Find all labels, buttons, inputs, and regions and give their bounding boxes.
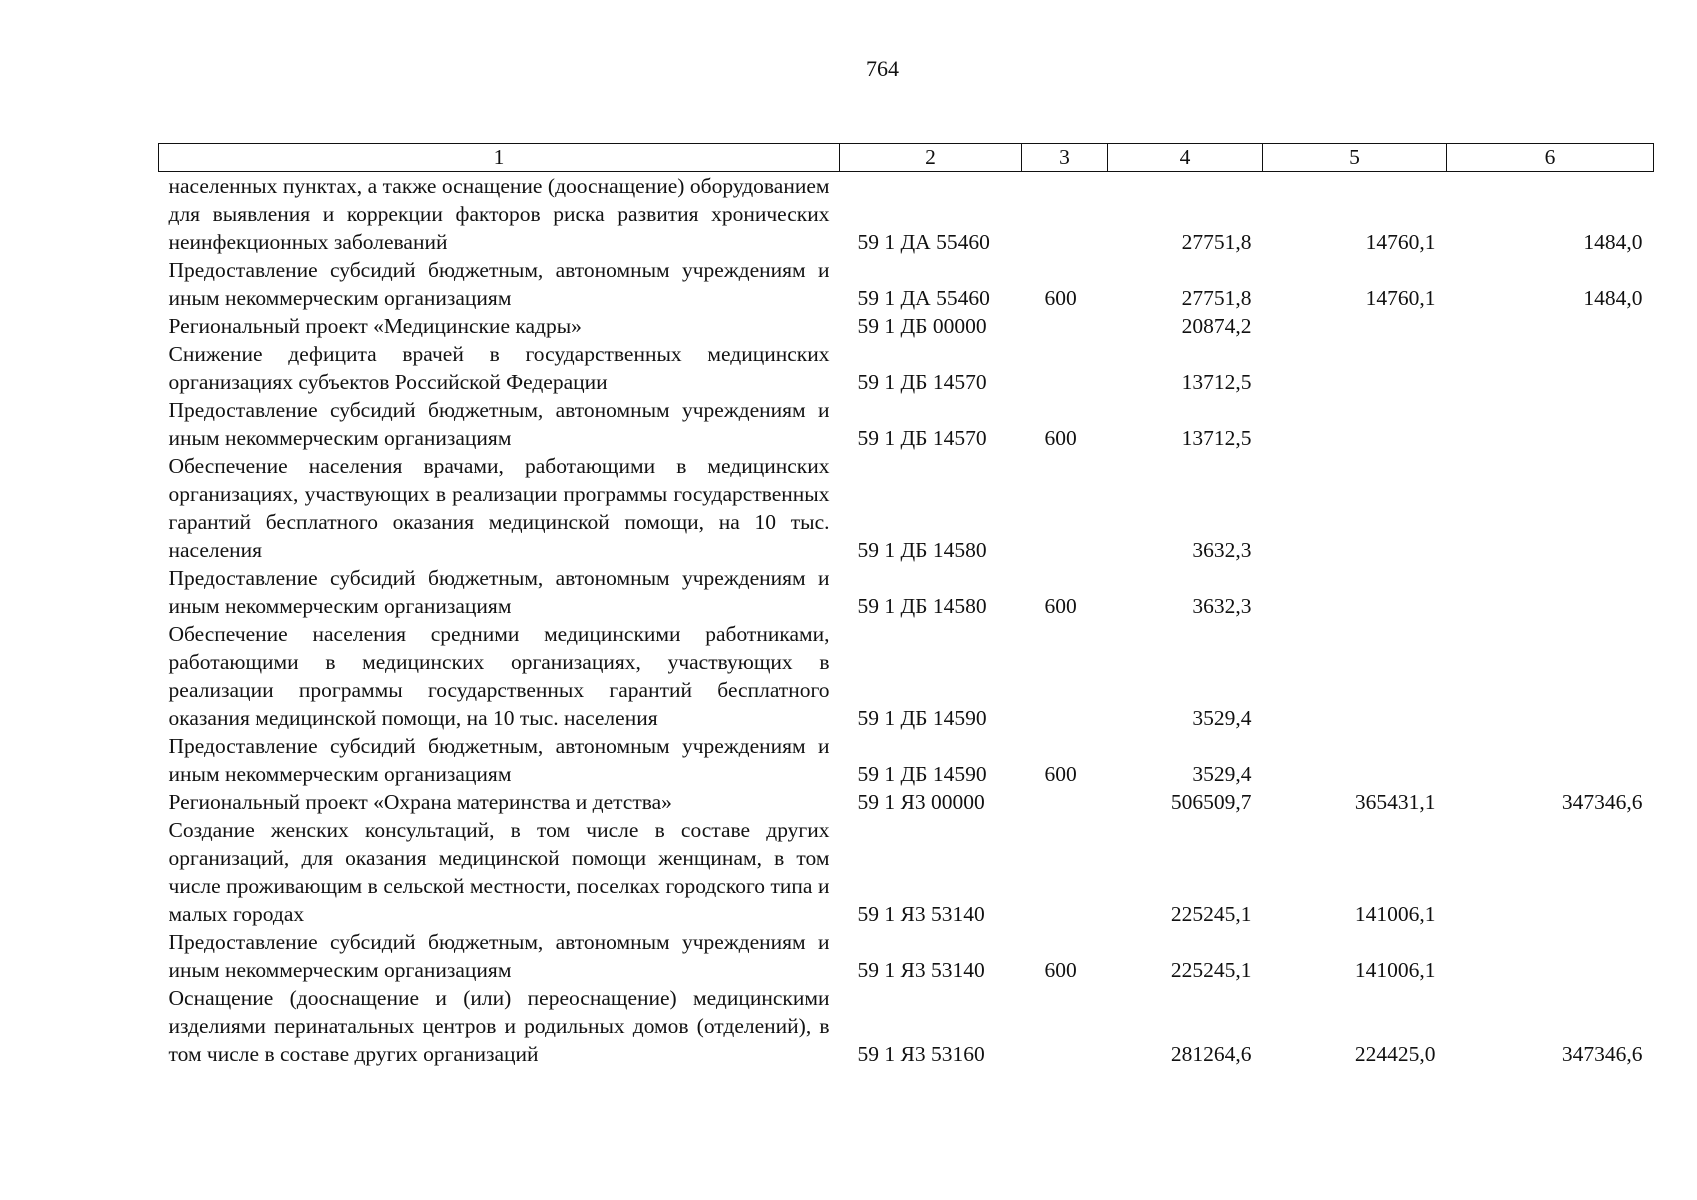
table-body <box>159 172 1654 1069</box>
row-amount-3 <box>1447 564 1654 620</box>
row-expense-type: 600 <box>1044 594 1077 618</box>
row-amount-3 <box>1447 452 1654 564</box>
column-header-amount-1: 4 <box>1108 144 1263 172</box>
row-name: Региональный проект «Охрана материнства и детства» <box>168 790 672 814</box>
row-code: 59 1 ДБ 14580 <box>857 594 987 618</box>
row-amount-1: 27751,8 <box>1181 286 1252 310</box>
row-code: 59 1 ДБ 14590 <box>857 762 987 786</box>
row-name: Обеспечение населения средними медицинскими работниками, работающими в медицинских организациях, участвующих в реализации программы государственных гарантий бесплатного оказания медицинской помощи, на 10 тыс. населения <box>168 622 830 730</box>
row-name: Предоставление субсидий бюджетным, автономным учреждениям и иным некоммерческим организациям <box>168 398 830 450</box>
row-expense-type <box>1022 816 1108 928</box>
page-number: 764 <box>866 56 899 81</box>
row-amount-1: 3632,3 <box>1192 594 1252 618</box>
table-row <box>159 816 1654 928</box>
row-amount-2: 14760,1 <box>1365 286 1436 310</box>
row-name: Региональный проект «Медицинские кадры» <box>168 314 582 338</box>
row-expense-type <box>1022 340 1108 396</box>
row-code: 59 1 Я3 53140 <box>857 958 985 982</box>
row-amount-2 <box>1263 620 1447 732</box>
row-amount-2 <box>1263 312 1447 340</box>
row-amount-2 <box>1263 732 1447 788</box>
budget-table <box>158 143 1654 1068</box>
row-code: 59 1 ДБ 14570 <box>857 426 987 450</box>
row-name: Предоставление субсидий бюджетным, автономным учреждениям и иным некоммерческим организациям <box>168 734 830 786</box>
column-header-expense-type: 3 <box>1022 144 1108 172</box>
row-amount-3 <box>1447 928 1654 984</box>
row-amount-3 <box>1447 620 1654 732</box>
row-amount-1: 281264,6 <box>1170 1042 1252 1066</box>
row-amount-2: 141006,1 <box>1354 902 1436 926</box>
row-expense-type: 600 <box>1044 286 1077 310</box>
table-row <box>159 172 1654 257</box>
row-amount-3 <box>1447 816 1654 928</box>
row-expense-type <box>1022 452 1108 564</box>
column-header-amount-2: 5 <box>1263 144 1447 172</box>
row-amount-2: 224425,0 <box>1354 1042 1436 1066</box>
row-expense-type <box>1022 788 1108 816</box>
table-row <box>159 396 1654 452</box>
row-code: 59 1 ДА 55460 <box>857 286 990 310</box>
row-expense-type: 600 <box>1044 426 1077 450</box>
row-amount-2: 14760,1 <box>1365 230 1436 254</box>
row-name: Предоставление субсидий бюджетным, автономным учреждениям и иным некоммерческим организациям <box>168 930 830 982</box>
row-amount-1: 13712,5 <box>1181 370 1252 394</box>
row-amount-3: 1484,0 <box>1583 230 1643 254</box>
table-row <box>159 620 1654 732</box>
table-row <box>159 312 1654 340</box>
row-expense-type <box>1022 312 1108 340</box>
row-name: Оснащение (дооснащение и (или) переоснащение) медицинскими изделиями перинатальных центров и родильных домов (отделений), в том числе в составе других организаций <box>168 986 830 1066</box>
row-name: Обеспечение населения врачами, работающими в медицинских организациях, участвующих в реализации программы государственных гарантий бесплатного оказания медицинской помощи, на 10 тыс. населения <box>168 454 830 562</box>
row-amount-1: 3529,4 <box>1192 706 1252 730</box>
row-name: Создание женских консультаций, в том числе в составе других организаций, для оказания медицинской помощи женщинам, в том числе проживающим в сельской местности, поселках городского типа и малых городах <box>168 818 830 926</box>
column-header-amount-3: 6 <box>1447 144 1654 172</box>
row-amount-3 <box>1447 396 1654 452</box>
row-expense-type: 600 <box>1044 958 1077 982</box>
row-amount-2: 141006,1 <box>1354 958 1436 982</box>
table-row <box>159 340 1654 396</box>
row-amount-1: 506509,7 <box>1170 790 1252 814</box>
row-code: 59 1 ДБ 14580 <box>857 538 987 562</box>
row-expense-type <box>1022 620 1108 732</box>
table-row <box>159 984 1654 1068</box>
row-amount-2 <box>1263 564 1447 620</box>
row-code: 59 1 ДБ 14590 <box>857 706 987 730</box>
table-row <box>159 256 1654 312</box>
row-expense-type <box>1022 984 1108 1068</box>
row-amount-2 <box>1263 396 1447 452</box>
row-amount-1: 13712,5 <box>1181 426 1252 450</box>
row-amount-2 <box>1263 452 1447 564</box>
row-code: 59 1 Я3 53140 <box>857 902 985 926</box>
row-code: 59 1 ДА 55460 <box>857 230 990 254</box>
row-name: Предоставление субсидий бюджетным, автономным учреждениям и иным некоммерческим организациям <box>168 258 830 310</box>
row-code: 59 1 Я3 53160 <box>857 1042 985 1066</box>
row-amount-2: 365431,1 <box>1354 790 1436 814</box>
row-amount-1: 27751,8 <box>1181 230 1252 254</box>
row-amount-1: 225245,1 <box>1170 902 1252 926</box>
row-code: 59 1 ДБ 00000 <box>857 314 987 338</box>
row-amount-3: 347346,6 <box>1561 1042 1643 1066</box>
row-amount-1: 20874,2 <box>1181 314 1252 338</box>
row-expense-type <box>1022 172 1108 257</box>
row-amount-3 <box>1447 340 1654 396</box>
row-amount-1: 3632,3 <box>1192 538 1252 562</box>
row-amount-2 <box>1263 340 1447 396</box>
row-name: населенных пунктах, а также оснащение (дооснащение) оборудованием для выявления и коррекции факторов риска развития хронических неинфекционных заболеваний <box>168 174 830 254</box>
table-row <box>159 732 1654 788</box>
table-row <box>159 452 1654 564</box>
row-amount-3 <box>1447 732 1654 788</box>
table-row <box>159 788 1654 816</box>
table-header-row <box>159 144 1654 172</box>
table-row <box>159 928 1654 984</box>
column-header-name: 1 <box>159 144 840 172</box>
row-amount-3 <box>1447 312 1654 340</box>
row-amount-1: 3529,4 <box>1192 762 1252 786</box>
row-code: 59 1 ДБ 14570 <box>857 370 987 394</box>
row-amount-1: 225245,1 <box>1170 958 1252 982</box>
row-amount-3: 1484,0 <box>1583 286 1643 310</box>
row-name: Предоставление субсидий бюджетным, автономным учреждениям и иным некоммерческим организациям <box>168 566 830 618</box>
row-expense-type: 600 <box>1044 762 1077 786</box>
row-name: Снижение дефицита врачей в государственных медицинских организациях субъектов Российской Федерации <box>168 342 830 394</box>
row-code: 59 1 Я3 00000 <box>857 790 985 814</box>
row-amount-3: 347346,6 <box>1561 790 1643 814</box>
table-row <box>159 564 1654 620</box>
column-header-code: 2 <box>840 144 1022 172</box>
